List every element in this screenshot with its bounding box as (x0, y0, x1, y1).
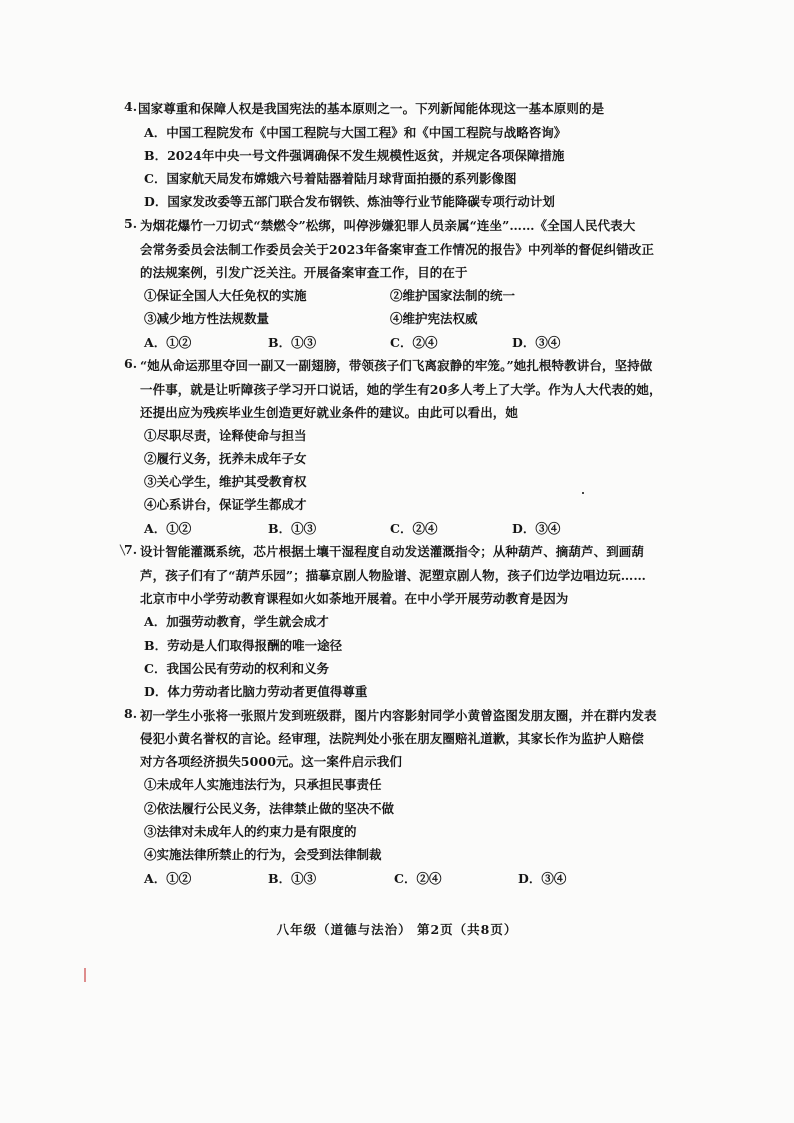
question-5-choice-a: A．①② (144, 335, 192, 350)
question-5-choice-d: D．③④ (512, 335, 561, 350)
question-7-option-d: D．体力劳动者比脑力劳动者更值得尊重 (144, 684, 368, 699)
question-8-choice-a: A．①② (144, 871, 192, 886)
question-5-choice-b: B．①③ (268, 335, 317, 350)
question-6-stem-line-2: 一件事，就是让听障孩子学习开口说话，她的学生有20多人考上了大学。作为人大代表的她， (140, 382, 662, 397)
question-8-choice-b: B．①③ (268, 871, 317, 886)
question-6-number: 6. (124, 356, 138, 371)
scan-edge-mark (84, 968, 86, 982)
question-5-item-4: ④维护宪法权威 (390, 311, 478, 326)
question-8-item-2: ②依法履行公民义务，法律禁止做的坚决不做 (144, 801, 395, 816)
question-8-stem-line-1: 初一学生小张将一张照片发到班级群，图片内容影射同学小黄曾盗图发朋友圈，并在群内发表 (140, 708, 657, 723)
question-5-item-3: ③减少地方性法规数量 (144, 311, 270, 326)
question-8-item-3: ③法律对未成年人的约束力是有限度的 (144, 824, 357, 839)
question-6-stem-line-1: “她从命运那里夺回一副又一副翅膀，带领孩子们飞离寂静的牢笼。”她扎根特教讲台，坚持做 (140, 358, 653, 373)
question-5-item-2: ②维护国家法制的统一 (390, 288, 516, 303)
question-8-choice-c: C．②④ (394, 871, 442, 886)
question-4-option-d: D．国家发改委等五部门联合发布钢铁、炼油等行业节能降碳专项行动计划 (144, 194, 555, 209)
question-5-stem-line-2: 会常务委员会法制工作委员会关于2023年备案审查工作情况的报告》中列举的督促纠错改正 (140, 242, 654, 257)
question-6-choice-d: D．③④ (512, 521, 561, 536)
question-6-item-4: ④心系讲台，保证学生都成才 (144, 497, 307, 512)
question-7-option-c: C．我国公民有劳动的权利和义务 (144, 661, 329, 676)
question-8-stem-line-3: 对方各项经济损失5000元。这一案件启示我们 (140, 754, 402, 769)
question-5-stem-line-3: 的法规案例，引发广泛关注。开展备案审查工作，目的在于 (140, 265, 468, 280)
question-6-choice-a: A．①② (144, 521, 192, 536)
question-5-number: 5. (124, 216, 138, 231)
question-7-option-b: B．劳动是人们取得报酬的唯一途径 (144, 638, 343, 653)
question-6-choice-c: C．②④ (390, 521, 438, 536)
scan-dot (582, 492, 584, 494)
question-4-stem: 国家尊重和保障人权是我国宪法的基本原则之一。下列新闻能体现这一基本原则的是 (138, 101, 605, 116)
page-footer: 八年级（道德与法治） 第2页（共8页） (276, 922, 518, 937)
question-8-choice-d: D．③④ (518, 871, 567, 886)
question-6-item-2: ②履行义务，抚养未成年子女 (144, 451, 307, 466)
question-8-number: 8. (124, 706, 138, 721)
question-7-stem-line-2: 芦，孩子们有了“葫芦乐园”；描摹京剧人物脸谱、泥塑京剧人物，孩子们边学边唱边玩…… (140, 568, 646, 583)
question-4-option-b: B．2024年中央一号文件强调确保不发生规模性返贫，并规定各项保障措施 (144, 148, 565, 163)
question-5-item-1: ①保证全国人大任免权的实施 (144, 288, 307, 303)
question-5-stem-line-1: 为烟花爆竹一刀切式“禁燃令”松绑，叫停涉嫌犯罪人员亲属“连坐”……《全国人民代表大 (140, 218, 636, 233)
question-7-option-a: A．加强劳动教育，学生就会成才 (144, 614, 329, 629)
question-6-item-3: ③关心学生，维护其受教育权 (144, 474, 307, 489)
question-6-stem-line-3: 还提出应为残疾毕业生创造更好就业条件的建议。由此可以看出，她 (140, 405, 519, 420)
question-6-item-1: ①尽职尽责，诠释使命与担当 (144, 428, 307, 443)
question-4-number: 4. (124, 99, 138, 114)
question-4-option-c: C．国家航天局发布嫦娥六号着陆器着陆月球背面拍摄的系列影像图 (144, 171, 517, 186)
question-7-number: 7. (124, 542, 138, 557)
question-7-stem-line-1: 设计智能灌溉系统，芯片根据土壤干湿程度自动发送灌溉指令；从种葫芦、摘葫芦、到画葫 (140, 544, 645, 559)
question-8-stem-line-2: 侵犯小黄名誉权的言论。经审理，法院判处小张在朋友圈赔礼道歉，其家长作为监护人赔偿 (140, 731, 645, 746)
question-6-choice-b: B．①③ (268, 521, 317, 536)
question-8-item-1: ①未成年人实施违法行为，只承担民事责任 (144, 777, 382, 792)
question-7-stem-line-3: 北京市中小学劳动教育课程如火如荼地开展着。在中小学开展劳动教育是因为 (140, 591, 569, 606)
question-5-choice-c: C．②④ (390, 335, 438, 350)
question-4-option-a: A．中国工程院发布《中国工程院与大国工程》和《中国工程院与战略咨询》 (144, 125, 567, 140)
question-8-item-4: ④实施法律所禁止的行为，会受到法律制裁 (144, 847, 382, 862)
